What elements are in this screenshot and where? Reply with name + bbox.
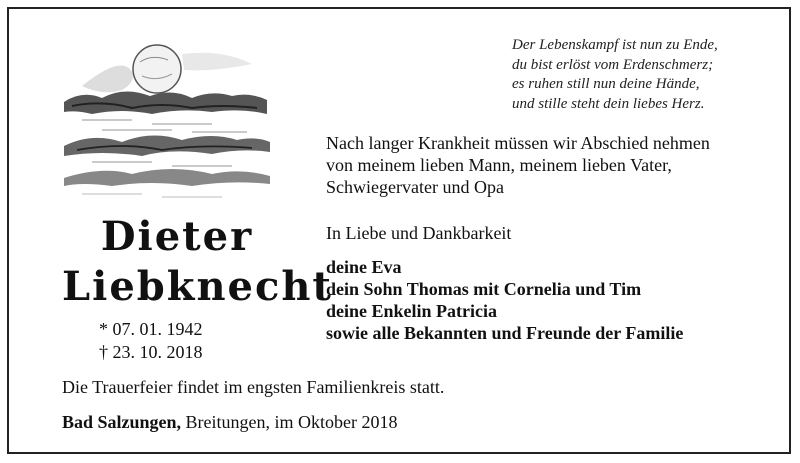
family-line: deine Eva [326, 257, 402, 277]
place-city: Bad Salzungen, [62, 412, 182, 432]
funeral-note: Die Trauerfeier findet im engsten Familienkreis statt. [62, 377, 445, 397]
deceased-last-name: Liebknecht [62, 263, 333, 310]
place-rest: Breitungen, im Oktober 2018 [181, 412, 398, 432]
poem-line: es ruhen still nun deine Hände, [512, 76, 700, 92]
intro-line: Schwiegervater und Opa [326, 177, 504, 197]
moon-landscape-illustration [62, 24, 272, 204]
life-dates [99, 318, 203, 364]
poem [512, 36, 782, 114]
birth-date: * 07. 01. 1942 [99, 319, 203, 339]
family-line: deine Enkelin Patricia [326, 301, 497, 321]
deceased-name [62, 212, 333, 312]
poem-line: du bist erlöst vom Erdenschmerz; [512, 56, 714, 73]
intro-line: Nach langer Krankheit müssen wir Abschied nehmen [326, 133, 710, 153]
family-signatures [326, 256, 683, 344]
place-date-line [62, 411, 398, 433]
poem-line: und stille steht dein liebes Herz. [512, 95, 705, 112]
poem-line: Der Lebenskampf ist nun zu Ende, [512, 37, 718, 53]
intro-line: von meinem lieben Mann, meinem lieben Vater, [326, 155, 672, 175]
death-date: † 23. 10. 2018 [99, 342, 203, 362]
dedication-line: In Liebe und Dankbarkeit [326, 223, 512, 243]
family-line: dein Sohn Thomas mit Cornelia und Tim [326, 279, 642, 299]
family-line: sowie alle Bekannten und Freunde der Familie [326, 323, 684, 343]
intro-text [326, 132, 766, 198]
deceased-first-name: Dieter [100, 213, 254, 260]
